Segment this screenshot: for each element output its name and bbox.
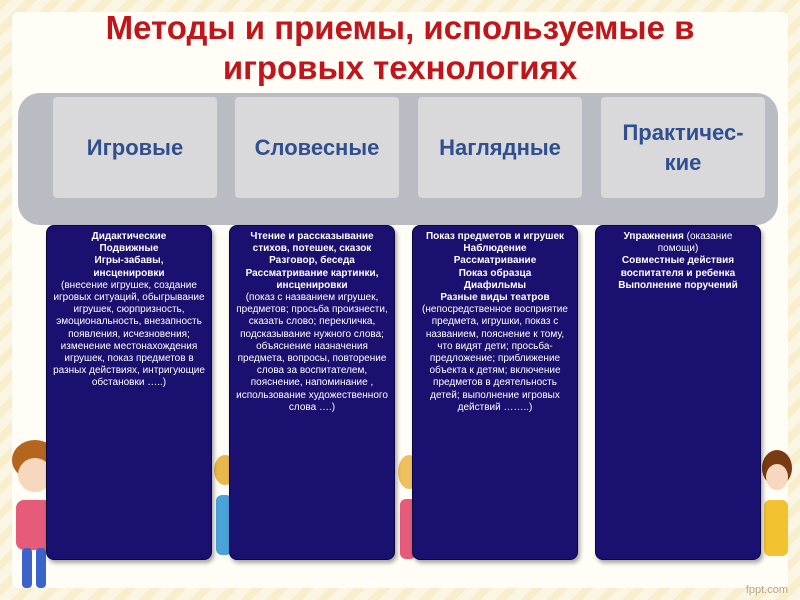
column-line: Показ образца [458, 267, 532, 279]
slide-title: Методы и приемы, используемые в игровых технологиях [105, 9, 695, 86]
column-line: Рассматривание [453, 255, 537, 267]
column-line-suffix: (оказание помощи) [657, 231, 733, 255]
category-label: Практичес- кие [622, 119, 744, 175]
column-igrovye [46, 225, 212, 560]
column-line: Выполнение поручений [618, 279, 738, 291]
category-igrovye [53, 97, 217, 198]
column-line: Наблюдение [463, 243, 527, 255]
column-line: Показ предметов и игрушек [425, 231, 565, 242]
column-line: Совместные действия воспитателя и ребенка [620, 255, 736, 279]
category-label: Наглядные [439, 134, 561, 160]
column-naglyadnye [412, 225, 578, 560]
column-line-bold: Упражнения [623, 231, 684, 242]
column-line: Подвижные [99, 243, 159, 255]
watermark: fppt.com [745, 584, 788, 596]
column-line: Чтение и рассказывание стихов, потешек, сказок [250, 231, 374, 255]
column-line: Рассматривание картинки, инсценировки [245, 267, 379, 291]
column-line: (непосредственное восприятие предмета, игрушки, показ с названием, пояснение к тому, что видят дети; просьба-предложение; приближение объекта к детям; включение предметов в деятельность детей; выполнение игровых действий ……..) [422, 304, 568, 413]
column-prakticheskie [595, 225, 761, 560]
column-line: Разговор, беседа [269, 255, 355, 267]
column-line: Игры-забавы, [94, 255, 164, 267]
category-label: Игровые [86, 134, 184, 160]
category-label: Словесные [254, 134, 380, 160]
category-slovesnye [235, 97, 399, 198]
category-prakticheskie [601, 97, 765, 198]
column-line: инсценировки [93, 267, 165, 279]
child-illustration-right [762, 450, 792, 590]
column-line: (внесение игрушек, создание игровых ситуаций, обыгрывание игрушек, сюрпризность, эмоциональность, внезапность появления, исчезновения; изменение местонахождения игрушек, показ предметов в разных действиях, интригующие обстановки …..) [53, 279, 205, 389]
category-naglyadnye [418, 97, 582, 198]
column-line: Диафильмы [463, 279, 527, 291]
column-slovesnye [229, 225, 395, 560]
column-line: Разные виды театров [440, 292, 550, 304]
column-line [602, 231, 754, 255]
column-line: Дидактические [91, 231, 167, 242]
column-line: (показ с названием игрушек, предметов; просьба произнести, сказать слово; перекличка, подсказывание нужного слова; объяснение назначения предмета, вопросы, повторение слова за воспитателем, пояснение, напоминание , использование художественного слова ….) [236, 292, 388, 413]
